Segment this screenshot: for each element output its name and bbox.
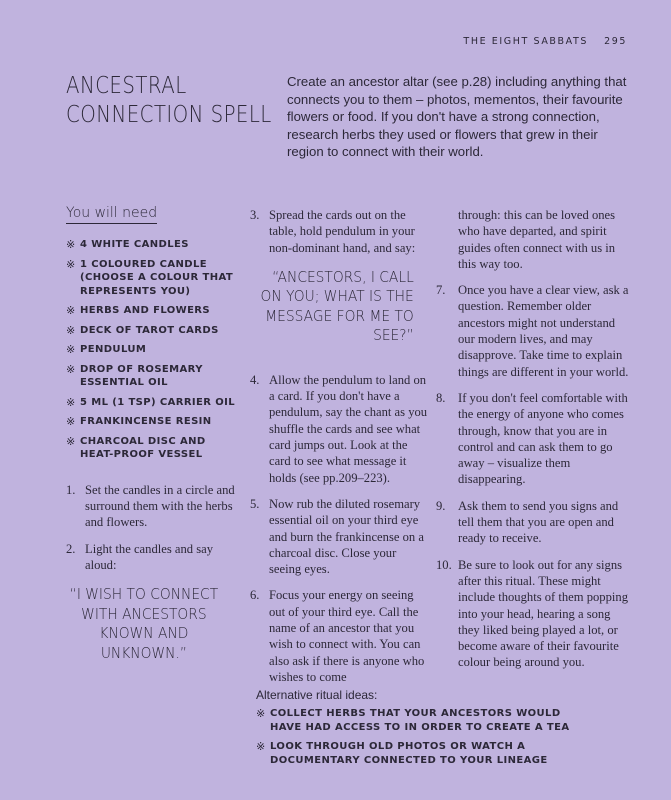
asterism-icon: ※ [66, 323, 76, 337]
asterism-icon: ※ [66, 257, 76, 271]
chant-quote-2: “ANCESTORS, I CALL ON YOU; WHAT IS THE MESSAGE FOR ME TO SEE?” [260, 267, 414, 345]
step-item: 2. Light the candles and say aloud: [66, 541, 213, 572]
step-item: 1. Set the candles in a circle and surround them with the herbs and flowers. [66, 482, 235, 530]
ingredient-item: ※ FRANKINCENSE RESIN [66, 415, 212, 429]
ingredient-item: ※ HERBS AND FLOWERS [66, 304, 211, 318]
alternative-ideas-heading: Alternative ritual ideas: [256, 688, 378, 702]
column-3 [436, 207, 634, 681]
ingredients-heading: You will need [66, 205, 157, 224]
asterism-icon: ※ [66, 362, 76, 376]
column-2 [250, 207, 428, 695]
ingredient-item: ※ DECK OF TAROT CARDS [66, 323, 219, 337]
ingredient-item: ※ 4 WHITE CANDLES [66, 238, 189, 252]
asterism-icon: ※ [66, 434, 76, 448]
step-item: 7. Once you have a clear view, ask a question. Remember older ancestors might not understand our modern lives, and may disapprove. Take time to explain things are different in your world. [436, 283, 629, 379]
alternative-ideas-list [256, 707, 586, 767]
steps-list-col3 [436, 282, 634, 671]
page-number: 295 [604, 36, 627, 47]
asterism-icon: ※ [66, 238, 76, 252]
steps-list-col2 [250, 207, 428, 256]
ingredient-item: ※ 5 ML (1 TSP) CARRIER OIL [66, 395, 236, 409]
section-title: THE EIGHT SABBATS [463, 36, 589, 47]
asterism-icon: ※ [66, 343, 76, 357]
running-head [463, 36, 627, 47]
page-title [66, 72, 272, 130]
step-6-continuation: through: this can be loved ones who have departed, and spirit guides often connect with us in this way too. [458, 208, 616, 271]
asterism-icon: ※ [66, 395, 76, 409]
asterism-icon: ※ [256, 707, 266, 720]
title-line-2: CONNECTION SPELL [66, 102, 272, 128]
chant-quote-1: “I WISH TO CONNECT WITH ANCESTORS KNOWN AND UNKNOWN.” [69, 585, 219, 662]
ingredients-list [66, 238, 236, 462]
steps-list-col2b [250, 372, 428, 685]
alternative-item: ※ COLLECT HERBS THAT YOUR ANCESTORS WOULD HAVE HAD ACCESS TO IN ORDER TO CREATE A TEA [256, 707, 570, 733]
asterism-icon: ※ [66, 304, 76, 318]
step-item: 5. Now rub the diluted rosemary essential oil on your third eye and burn the frankincense on a charcoal disc. Close your seeing eyes. [250, 496, 424, 577]
step-item: 6. Focus your energy on seeing out of your third eye. Call the name of an ancestor that you wish to connect with. You can also ask if there is anyone who wishes to come [250, 588, 425, 684]
asterism-icon: ※ [256, 740, 266, 753]
step-item: 8. If you don't feel comfortable with the energy of anyone who comes through, know that you are in control and can ask them to go away – visualize them disappearing. [436, 390, 628, 487]
step-item: 9. Ask them to send you signs and tell them that you are open and ready to receive. [436, 498, 619, 546]
ingredient-item: ※ 1 COLOURED CANDLE (CHOOSE A COLOUR THAT REPRESENTS YOU) [66, 257, 234, 297]
step-item: 10. Be sure to look out for any signs after this ritual. These might include thoughts of them popping into your head, hearing a song they liked being played a lot, or become aware of their favourite colour being around you. [436, 557, 628, 670]
column-1 [66, 205, 236, 663]
asterism-icon: ※ [66, 415, 76, 429]
ingredient-item: ※ CHARCOAL DISC AND HEAT-PROOF VESSEL [66, 434, 206, 461]
step-item: 4. Allow the pendulum to land on a card. If you don't have a pendulum, say the chant as you shuffle the cards and see what card jumps out. Look at the card to see what message it holds (see pp.209–223). [250, 372, 428, 485]
intro-paragraph: Create an ancestor altar (see p.28) including anything that connects you to them – photos, mementos, their favourite flowers or food. If you don't have a strong connection, research herbs they used or flowers that grew in their region to connect with their world. [287, 74, 627, 160]
steps-list-col1 [66, 482, 236, 573]
ingredient-item: ※ DROP OF ROSEMARY ESSENTIAL OIL [66, 362, 203, 389]
step-item: 3. Spread the cards out on the table, hold pendulum in your non-dominant hand, and say: [250, 208, 416, 255]
title-line-1: ANCESTRAL [66, 73, 187, 99]
alternative-item: ※ LOOK THROUGH OLD PHOTOS OR WATCH A DOCUMENTARY CONNECTED TO YOUR LINEAGE [256, 740, 548, 766]
alternative-ideas [256, 688, 586, 773]
ingredient-item: ※ PENDULUM [66, 343, 147, 357]
